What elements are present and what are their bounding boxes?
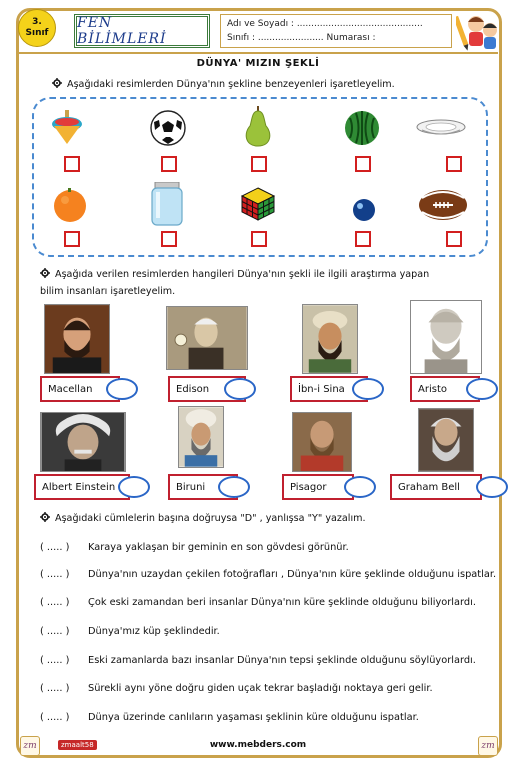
checkbox-rubik-cube[interactable]	[251, 231, 267, 247]
portrait-biruni	[178, 406, 224, 468]
gear-bullet-icon	[52, 78, 62, 88]
statement-text: Çok eski zamandan beri insanlar Dünya'nın küre şeklinde olduğunu biliyorlardı.	[88, 597, 476, 608]
checkbox-pear[interactable]	[251, 156, 267, 172]
marble-icon	[352, 198, 376, 222]
kids-with-pencil-icon	[456, 10, 500, 52]
statement-5	[40, 655, 476, 666]
checkbox-orange[interactable]	[64, 231, 80, 247]
statement-6	[40, 683, 433, 694]
section2-instruction-line2: bilim insanları işaretleyelim.	[40, 286, 176, 297]
scientist-name: Graham Bell	[398, 481, 460, 493]
checkbox-marble[interactable]	[355, 231, 371, 247]
scientist-name: Pisagor	[290, 481, 327, 493]
checkbox-watermelon[interactable]	[355, 156, 371, 172]
oval-graham-bell[interactable]	[476, 476, 508, 498]
portrait-albert-einstein	[40, 412, 126, 472]
statement-text: Dünya'mız küp şeklindedir.	[88, 626, 220, 637]
pear-icon	[240, 106, 276, 148]
spinning-top-icon	[50, 110, 84, 146]
watermelon-icon	[344, 110, 380, 146]
subject-title: FEN BİLİMLERİ	[74, 14, 210, 48]
scientist-name: Edison	[176, 383, 210, 395]
scientist-name: Macellan	[48, 383, 93, 395]
footer-url[interactable]: www.mebders.com	[209, 740, 307, 750]
statement-4	[40, 626, 220, 637]
statement-text: Eski zamanlarda bazı insanlar Dünya'nın tepsi şeklinde olduğunu söylüyorlardı.	[88, 655, 476, 666]
oval-aristo[interactable]	[466, 378, 498, 400]
answer-blank[interactable]: ( ..... )	[40, 655, 70, 666]
section1-instruction	[52, 78, 395, 90]
section3-instruction-text: Aşağıdaki cümlelerin başına doğruysa "D" , yanlışsa "Y" yazalım.	[55, 513, 366, 524]
class-number-line: Sınıfı : ....................... Numarası :	[227, 33, 376, 43]
rubik-cube-icon	[240, 186, 276, 222]
gear-bullet-icon	[40, 268, 50, 278]
statement-text: Karaya yaklaşan bir geminin en son gövdesi görünür.	[88, 542, 349, 553]
oval-edison[interactable]	[224, 378, 256, 400]
answer-blank[interactable]: ( ..... )	[40, 683, 70, 694]
answer-blank[interactable]: ( ..... )	[40, 626, 70, 637]
jar-icon	[150, 182, 184, 226]
portrait-graham-bell	[418, 408, 474, 472]
statement-3	[40, 597, 476, 608]
oval-biruni[interactable]	[218, 476, 250, 498]
portrait-edison	[166, 306, 248, 370]
answer-blank[interactable]: ( ..... )	[40, 712, 70, 723]
checkbox-spinning-top[interactable]	[64, 156, 80, 172]
grade-badge	[18, 9, 56, 47]
section2-instruction	[40, 266, 490, 300]
statement-2	[40, 569, 496, 580]
soccer-ball-icon	[150, 110, 186, 146]
portrait-ibn-i-sina	[302, 304, 358, 374]
answer-blank[interactable]: ( ..... )	[40, 597, 70, 608]
name-box-graham-bell	[390, 474, 482, 500]
scientist-name: İbn-i Sina	[298, 383, 345, 395]
scientist-name: Biruni	[176, 481, 206, 493]
checkbox-plate[interactable]	[446, 156, 462, 172]
oval-macellan[interactable]	[106, 378, 138, 400]
oval-ibn-i-sina[interactable]	[352, 378, 384, 400]
scientist-name: Aristo	[418, 383, 447, 395]
student-info-box	[220, 14, 452, 48]
statement-text: Dünya üzerinde canlıların yaşaması şeklinin küre olduğunu ispatlar.	[88, 712, 419, 723]
orange-icon	[52, 187, 88, 223]
answer-blank[interactable]: ( ..... )	[40, 569, 70, 580]
portrait-pisagor	[292, 412, 352, 472]
statement-text: Dünya'nın uzaydan çekilen fotoğrafları , Dünya'nın küre şeklinde olduğunu ispatlar.	[88, 569, 497, 580]
name-line: Adı ve Soyadı : ............................................	[227, 19, 423, 29]
corner-logo-left: zm	[20, 736, 40, 756]
statement-7	[40, 712, 419, 723]
gear-bullet-icon	[40, 512, 50, 522]
header-divider	[18, 52, 498, 54]
checkbox-jar[interactable]	[161, 231, 177, 247]
oval-pisagor[interactable]	[344, 476, 376, 498]
section3-instruction	[40, 512, 366, 524]
statement-text: Sürekli aynı yöne doğru giden uçak tekrar başladığı noktaya geri gelir.	[88, 683, 433, 694]
portrait-macellan	[44, 304, 110, 374]
grade-number: 3.	[32, 17, 42, 27]
statement-1	[40, 542, 349, 553]
rugby-ball-icon	[418, 188, 468, 222]
page-title: DÜNYA' MIZIN ŞEKLİ	[196, 58, 320, 69]
name-box-albert-einstein	[34, 474, 130, 500]
scientist-name: Albert Einstein	[42, 481, 116, 493]
portrait-aristo	[410, 300, 482, 374]
answer-blank[interactable]: ( ..... )	[40, 542, 70, 553]
footer-tag: zmaalt58	[58, 740, 97, 750]
plate-icon	[416, 118, 466, 138]
checkbox-soccer-ball[interactable]	[161, 156, 177, 172]
corner-logo-right: zm	[478, 736, 498, 756]
grade-word: Sınıf	[25, 28, 49, 38]
section1-instruction-text: Aşağıdaki resimlerden Dünya'nın şekline benzeyenleri işaretleyelim.	[67, 79, 395, 90]
oval-albert-einstein[interactable]	[118, 476, 150, 498]
checkbox-rugby-ball[interactable]	[446, 231, 462, 247]
section2-instruction-line1: Aşağıda verilen resimlerden hangileri Dünya'nın şekli ile ilgili araştırma yapan	[55, 269, 430, 280]
